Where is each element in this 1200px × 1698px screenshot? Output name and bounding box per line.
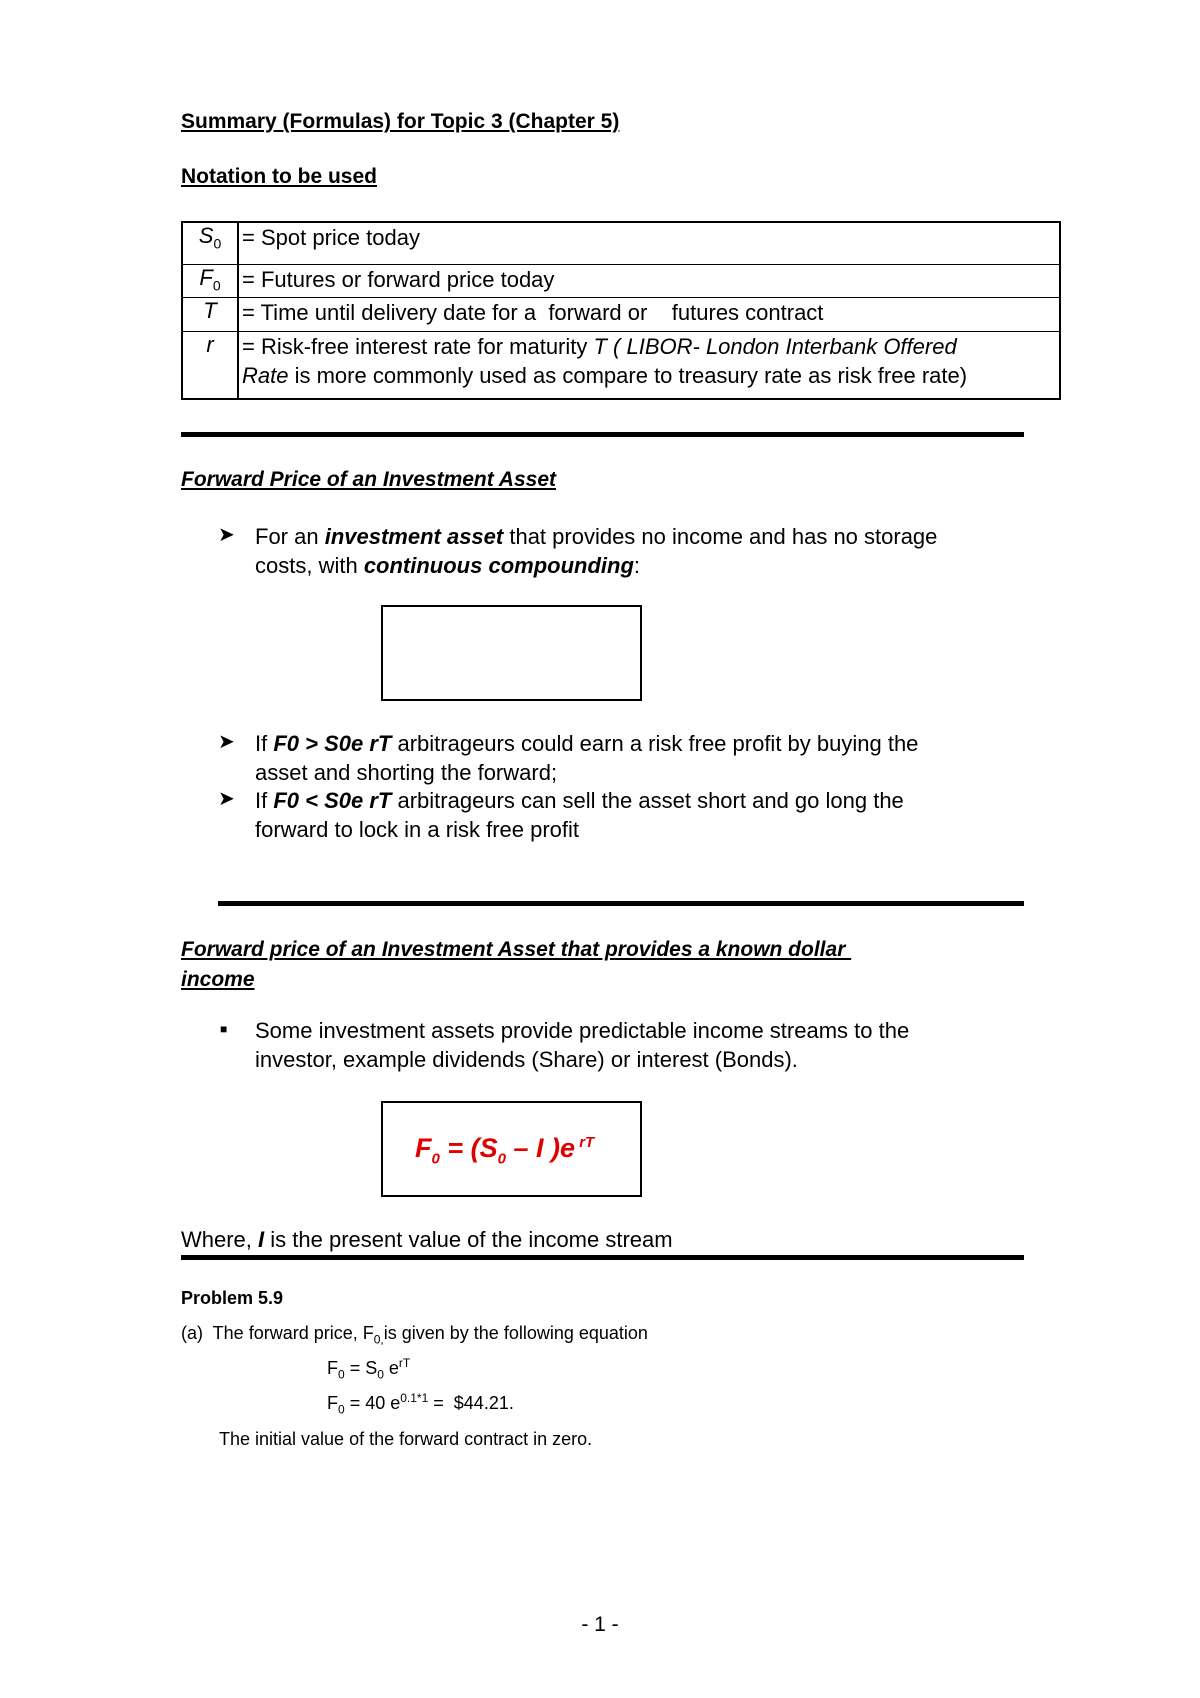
definition-cell: = Spot price today (238, 222, 1060, 264)
table-row (182, 264, 1060, 297)
table-row (182, 331, 1060, 399)
bullet-text: Some investment assets provide predictable income streams to the investor, example dividends (Share) or interest (Bonds). (255, 1018, 910, 1072)
notation-heading: Notation to be used (181, 165, 377, 188)
arrow-bullet-icon: ➤ (218, 788, 235, 810)
where-text: Where, I is the present value of the income stream (181, 1227, 673, 1252)
symbol-cell: $F_0$ (182, 264, 238, 297)
formula-box (381, 1101, 642, 1197)
table-row (182, 297, 1060, 331)
formula-box-empty (381, 605, 642, 701)
income-formula: $F_0 = (S_0 - I$ )e $^{rT}$ (415, 1133, 595, 1168)
problem-note: The initial value of the forward contract in zero. (219, 1429, 593, 1449)
page-number: - 1 - (581, 1613, 619, 1636)
definition-cell: = Time until delivery date for a forward or futures contract (238, 297, 1060, 331)
arrow-bullet-icon: ➤ (218, 731, 235, 753)
table-row (182, 222, 1060, 264)
equation-1: $F_0 = S_0$ $e^{rT}$ (327, 1356, 411, 1382)
divider (218, 901, 1024, 906)
page-title: Summary (Formulas) for Topic 3 (Chapter 5) (181, 110, 620, 133)
symbol-cell: T (182, 297, 238, 331)
square-bullet-icon: ■ (220, 1022, 228, 1036)
bullet-text: If F0 > S0e rT arbitrageurs could earn a risk free profit by buying the asset and shorting the forward; (255, 731, 919, 785)
bullet-text: For an investment asset that provides no income and has no storage costs, with continuous compounding: (255, 524, 938, 578)
symbol-cell: r (182, 331, 238, 399)
arrow-bullet-icon: ➤ (218, 524, 235, 546)
problem-title: Problem 5.9 (181, 1288, 284, 1308)
problem-line: (a) The forward price, $F_{0,}is$ given by the following equation (181, 1323, 648, 1347)
divider (181, 432, 1024, 437)
notation-table (181, 221, 1061, 400)
section-heading: Forward price of an Investment Asset that provides a known dollar income (181, 938, 852, 991)
definition-cell: = Futures or forward price today (238, 264, 1060, 297)
divider (181, 1255, 1024, 1260)
symbol-cell: $S_0$ (182, 222, 238, 264)
bullet-text: If F0 < S0e rT arbitrageurs can sell the asset short and go long the forward to lock in a risk free profit (255, 788, 904, 842)
equation-2: $F_0 = 40$ $e^{0.1*1}$ = $44.21. (327, 1391, 514, 1417)
definition-cell: = Risk-free interest rate for maturity T ( LIBOR- London Interbank Offered Rate is more commonly used as compare to treasury rate as risk free rate) (238, 331, 1060, 399)
section-heading: Forward Price of an Investment Asset (181, 468, 556, 491)
